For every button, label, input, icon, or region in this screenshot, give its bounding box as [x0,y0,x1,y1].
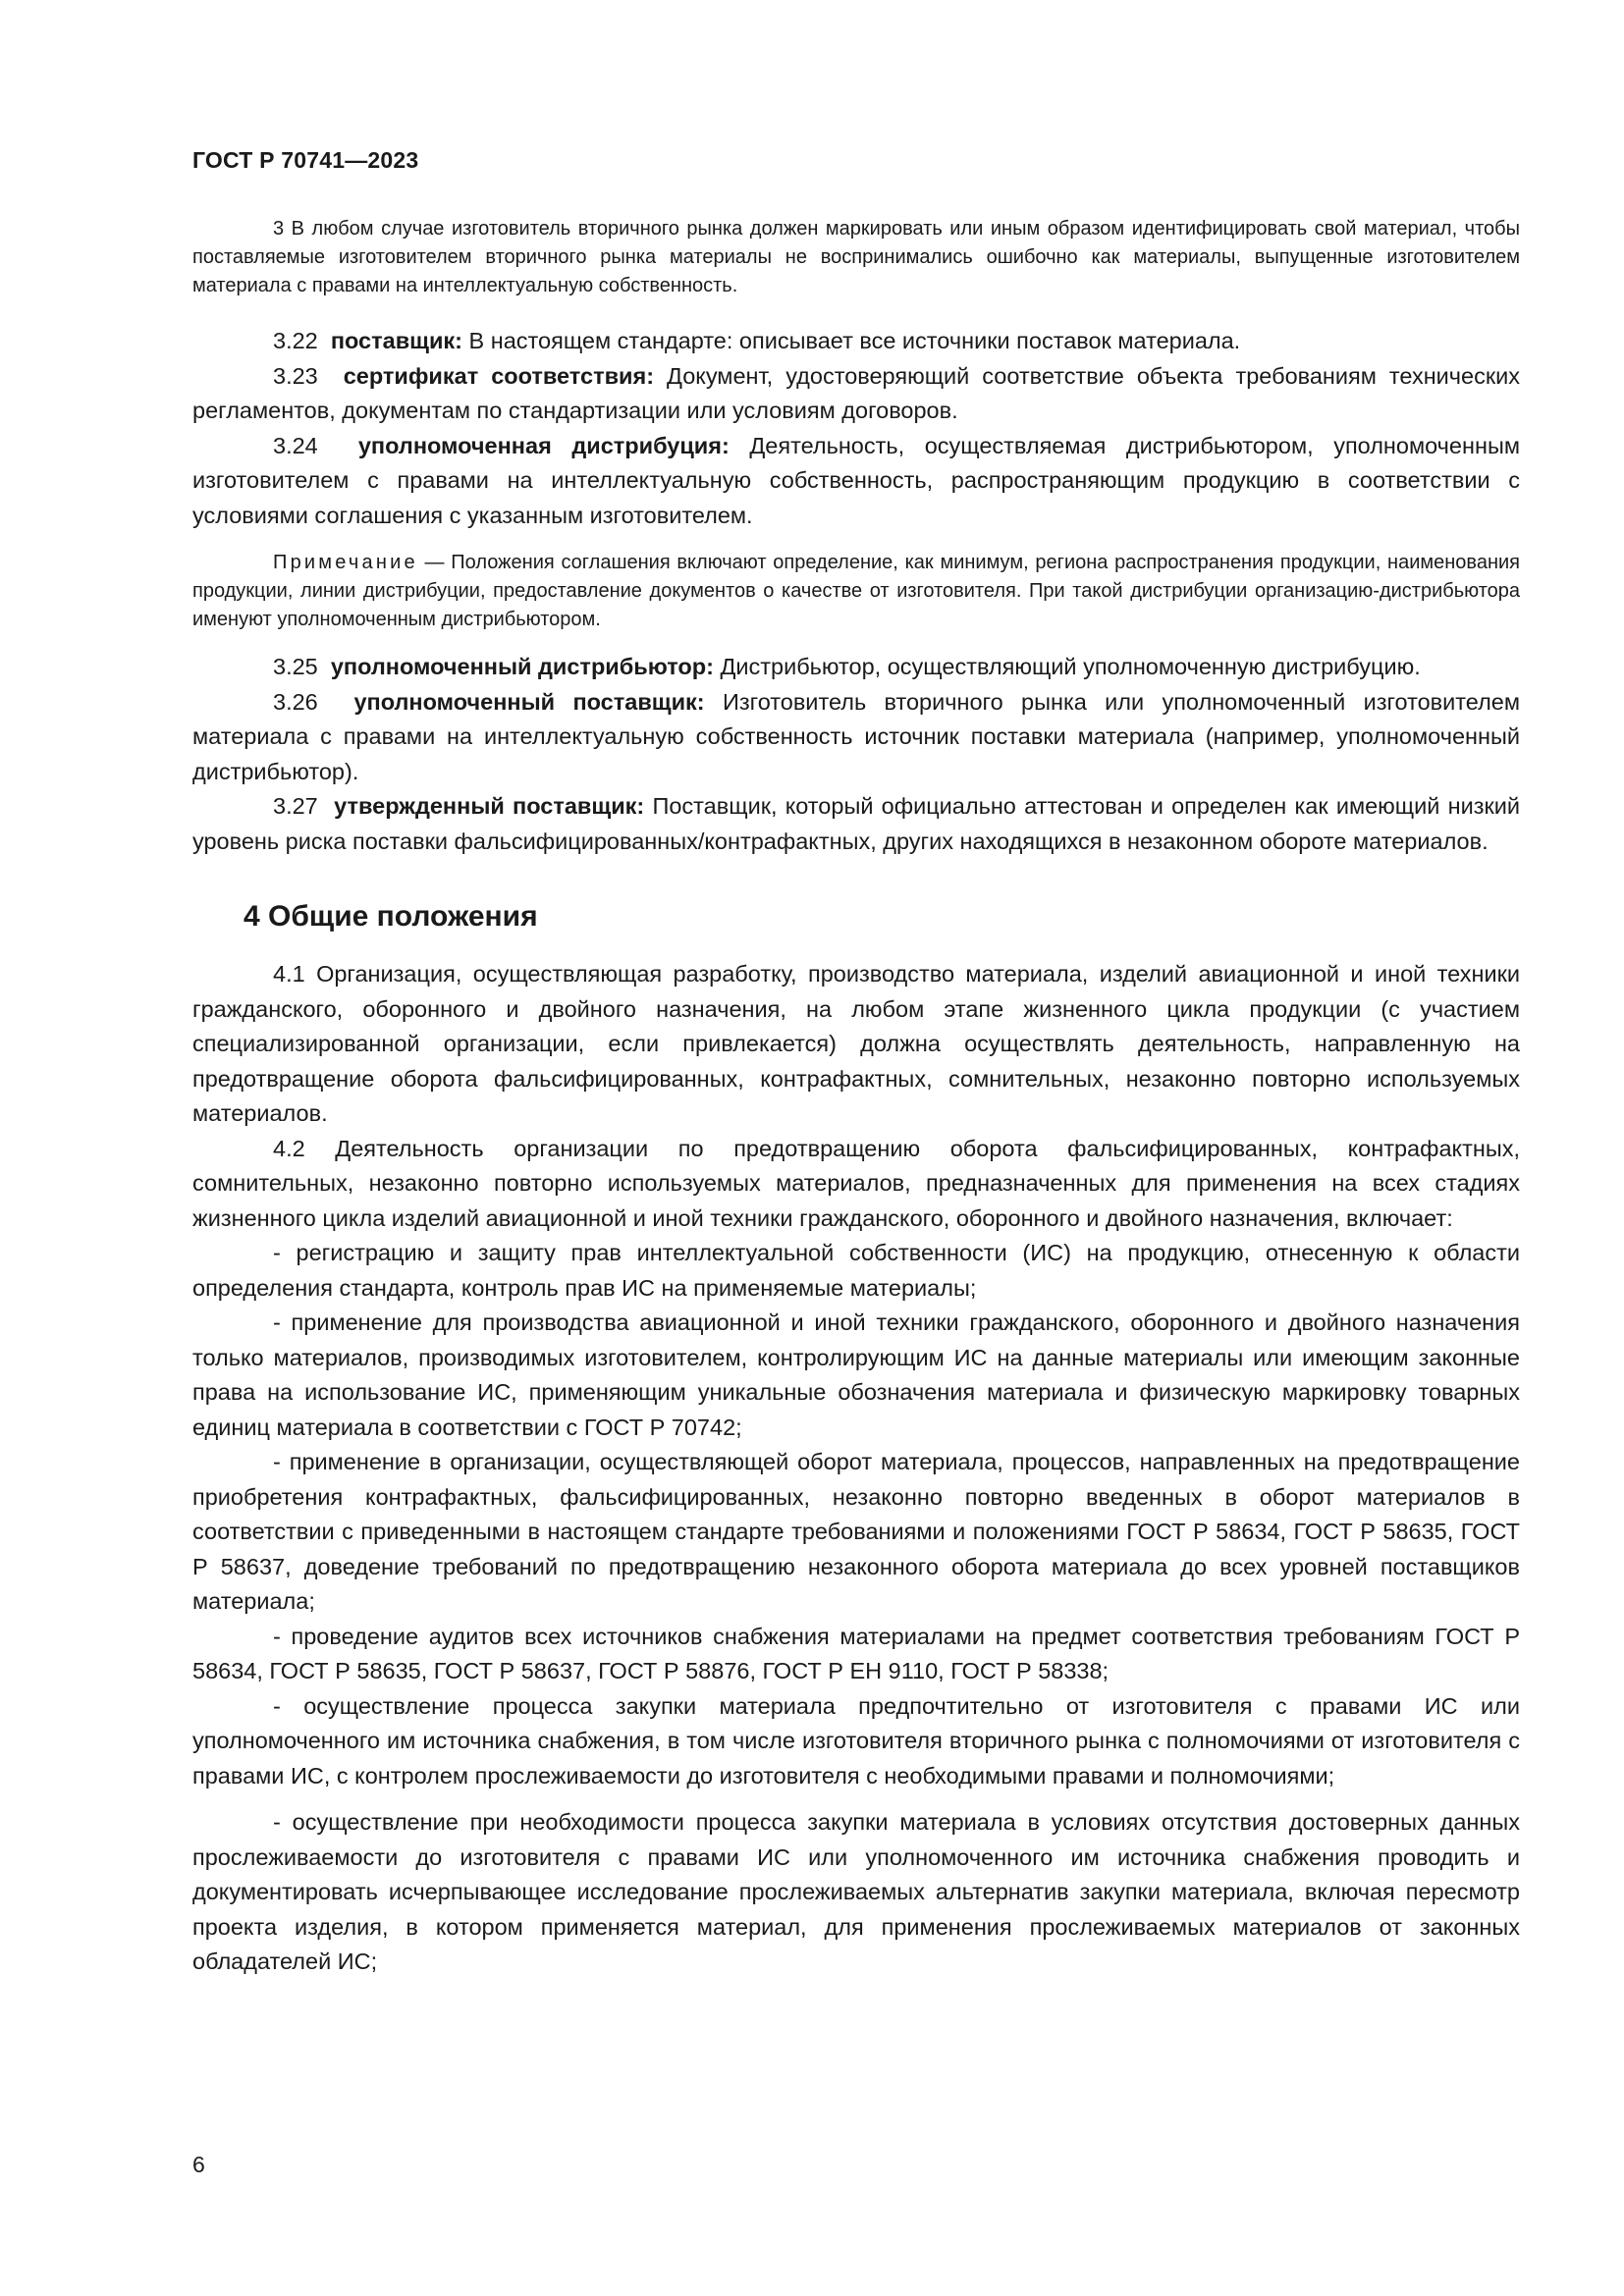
section-4-heading: 4 Общие положения [244,900,538,933]
list-item: - применение в организации, осуществляющей оборот материала, процессов, направленных на предотвращение приобретения контрафактных, фальсифицированных, незаконно повторно введенных в оборот материалов в соответствии с приведенными в настоящем стандарте требованиями и положениями ГОСТ Р 58634, ГОСТ Р 58635, ГОСТ Р 58637, доведение требований по предотвращению незаконного оборота материала до всех уровней поставщиков материала; [192,1449,1520,1614]
definition-term: уполномоченный поставщик: [353,688,705,715]
definition-number: 3.27 [273,793,318,819]
definition-term: сертификат соответствия: [343,362,655,389]
definition-number: 3.23 [273,362,318,389]
definition-number: 3.22 [273,328,318,353]
list-item: - регистрацию и защиту прав интеллектуальной собственности (ИС) на продукцию, отнесенную к области определения стандарта, контроль прав ИС на применяемые материалы; [192,1240,1520,1301]
definition-term: уполномоченный дистрибьютор: [330,654,714,679]
definition-text: В настоящем стандарте: описывает все источники поставок материала. [468,328,1241,353]
definition-term: утвержденный поставщик: [334,793,645,819]
definition-text: Дистрибьютор, осуществляющий уполномоченную дистрибуцию. [720,654,1421,679]
document-page [192,147,1520,1980]
definition-number: 3.25 [273,654,318,679]
note-3: 3 В любом случае изготовитель вторичного рынка должен маркировать или иным образом идентифицировать свой материал, чтобы поставляемые изготовителем вторичного рынка материалы не воспринимались ошибочно как материалы, выпущенные изготовителем материала с правами на интеллектуальную собственность. [192,218,1520,296]
note-text: — Положения соглашения включают определение, как минимум, региона распространения продукции, наименования продукции, линии дистрибуции, предоставление документов о качестве от изготовителя. При такой дистрибуции организацию-дистрибьютора именуют уполномоченным дистрибьютором. [192,552,1520,630]
definition-3-25 [192,650,1520,685]
definition-text: Документ, удостоверяющий соответствие объекта требованиям технических регламентов, документам по стандартизации или условиям договоров. [192,362,1521,423]
list-item: - проведение аудитов всех источников снабжения материалами на предмет соответствия требованиям ГОСТ Р 58634, ГОСТ Р 58635, ГОСТ Р 58637, ГОСТ Р 58876, ГОСТ Р ЕН 9110, ГОСТ Р 58338; [192,1623,1520,1683]
definition-text: Деятельность, осуществляемая дистрибьютором, уполномоченным изготовителем с правами на интеллектуальную собственность, распространяющим продукцию в соответствии с условиями соглашения с указанным изготовителем. [192,432,1521,528]
definition-3-24 [192,429,1520,534]
definition-term: поставщик: [330,328,463,353]
list-item: - применение для производства авиационной и иной техники гражданского, оборонного и двойного назначения только материалов, производимых изготовителем, контролирующим ИС на данные материалы или имеющим законные права на использование ИС, применяющим уникальные обозначения материала и физическую маркировку товарных единиц материала в соответствии с ГОСТ Р 70742; [192,1309,1520,1440]
definition-number: 3.24 [273,432,318,458]
list-item: - осуществление процесса закупки материала предпочтительно от изготовителя с правами ИС или уполномоченного им источника снабжения, в том числе изготовителя вторичного рынка с полномочиями от изготовителя с правами ИС, с контролем прослеживаемости до изготовителя с необходимыми правами и полномочиями; [192,1692,1520,1789]
definition-text: Изготовитель вторичного рынка или уполномоченный изготовителем материала с правами на интеллектуальную собственность источник поставки материала (например, уполномоченный дистрибьютор). [192,688,1521,784]
list-item: - осуществление при необходимости процесса закупки материала в условиях отсутствия достоверных данных прослеживаемости до изготовителя с правами ИС или уполномоченного им источника снабжения проводить и документировать исчерпывающее исследование прослеживаемых альтернатив закупки материала, включая пересмотр проекта изделия, в котором применяется материал, для применения прослеживаемых материалов от законных обладателей ИС; [192,1809,1520,1974]
definition-term: уполномоченная дистрибуция: [357,432,730,458]
definition-number: 3.26 [273,688,318,715]
section-4-body [192,957,1520,1980]
note-3-24 [192,549,1520,634]
page-number: 6 [192,2152,205,2177]
definition-3-22 [192,324,1520,359]
paragraph-4-2: 4.2 Деятельность организации по предотвращению оборота фальсифицированных, контрафактных, сомнительных, незаконно повторно используемых материалов, предназначенных для применения на всех стадиях жизненного цикла изделий авиационной и иной техники гражданского, оборонного и двойного назначения, включает: [192,1135,1520,1231]
document-code-header: ГОСТ Р 70741—2023 [192,147,419,173]
note-label: Примечание [273,552,418,573]
paragraph-4-1: 4.1 Организация, осуществляющая разработку, производство материала, изделий авиационной и иной техники гражданского, оборонного и двойного назначения, на любом этапе жизненного цикла продукции (с участием специализированной организации, если привлекается) должна осуществлять деятельность, направленную на предотвращение оборота фальсифицированных, контрафактных, сомнительных, незаконно повторно используемых материалов. [192,961,1520,1126]
definition-text: Поставщик, который официально аттестован и определен как имеющий низкий уровень риска поставки фальсифицированных/контрафактных, других находящихся в незаконном обороте материалов. [192,793,1521,854]
definition-3-26 [192,685,1520,790]
definition-3-27 [192,789,1520,859]
definition-3-23 [192,359,1520,429]
